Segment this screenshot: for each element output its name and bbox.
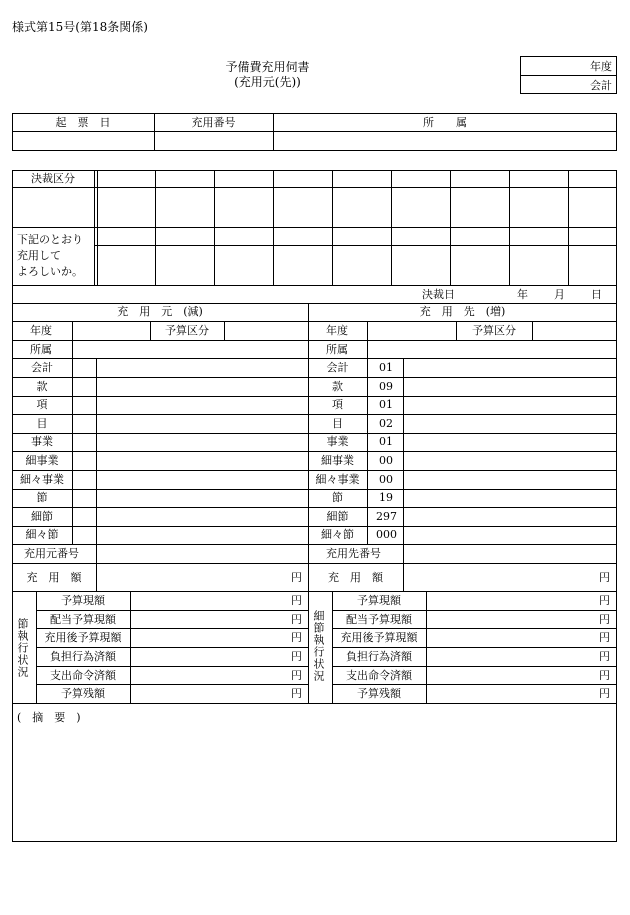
- dest-fiscal-year-label: 年度: [326, 324, 348, 337]
- source-fiscal-year-label: 年度: [30, 324, 52, 337]
- dest-row-code: 01: [379, 435, 393, 448]
- dest-status-yen: 円: [599, 613, 610, 626]
- dest-row-label: 会計: [326, 361, 349, 374]
- source-status-yen: 円: [291, 631, 302, 644]
- dest-row-label: 項: [332, 398, 343, 411]
- source-row-label: 節: [36, 491, 48, 504]
- form-number: 様式第15号(第18条関係): [12, 20, 148, 34]
- decision-month-label: 月: [554, 288, 565, 301]
- source-status-row: 予算現額: [61, 594, 105, 607]
- dest-row-label: 細節: [326, 510, 349, 523]
- dest-row-label: 細々事業: [315, 473, 360, 486]
- source-status-label: 節執行状況: [16, 618, 29, 678]
- dest-status-row: 支出命令済額: [346, 669, 412, 682]
- dest-row-code: 00: [379, 454, 393, 467]
- source-heading: 充 用 元 (減): [117, 305, 203, 318]
- source-row-label: 会計: [31, 361, 53, 374]
- dest-department-label: 所属: [326, 343, 348, 356]
- dest-budget-category-label: 予算区分: [472, 324, 516, 337]
- approval-note-line3: よろしいか。: [17, 265, 83, 278]
- dest-row-label: 事業: [326, 435, 349, 448]
- source-row-label: 項: [36, 398, 48, 411]
- source-row-label: 目: [36, 417, 48, 430]
- source-status-yen: 円: [291, 613, 302, 626]
- dest-row-label: 款: [332, 380, 343, 393]
- dest-status-row: 充用後予算現額: [340, 631, 418, 644]
- document-subtitle: (充用元(先)): [234, 75, 301, 89]
- dest-amount-yen: 円: [599, 571, 610, 584]
- decision-year-label: 年: [517, 288, 528, 301]
- source-status-yen: 円: [291, 594, 302, 607]
- fiscal-year-label: 年度: [590, 60, 612, 73]
- source-row-label: 細事業: [25, 454, 59, 467]
- dest-row-code: 19: [379, 491, 393, 504]
- source-row-label: 細々節: [25, 528, 59, 541]
- source-status-row: 予算残額: [61, 687, 105, 700]
- transfer-number-label: 充用番号: [191, 116, 236, 129]
- source-row-label: 事業: [31, 435, 53, 448]
- source-amount-yen: 円: [291, 571, 302, 584]
- source-status-yen: 円: [291, 669, 302, 682]
- dest-row-label: 細々節: [321, 528, 354, 541]
- account-label: 会計: [590, 79, 612, 92]
- dest-status-yen: 円: [599, 687, 610, 700]
- dest-status-row: 負担行為済額: [346, 650, 412, 663]
- dest-amount-label: 充 用 額: [328, 571, 383, 584]
- dest-row-code: 297: [376, 510, 397, 523]
- dest-row-code: 000: [376, 528, 397, 541]
- dest-row-code: 09: [379, 380, 393, 393]
- source-department-label: 所属: [30, 343, 52, 356]
- source-status-yen: 円: [291, 687, 302, 700]
- dest-row-label: 細事業: [321, 454, 354, 467]
- dest-status-row: 予算残額: [357, 687, 401, 700]
- dest-status-label: 細節執行状況: [312, 610, 325, 682]
- remarks-label: ( 摘 要 ): [17, 711, 81, 724]
- department-field[interactable]: [274, 132, 616, 150]
- dest-status-row: 配当予算現額: [346, 613, 412, 626]
- source-status-row: 負担行為済額: [50, 650, 116, 663]
- remarks-field[interactable]: [14, 728, 615, 840]
- source-row-label: 細々事業: [20, 473, 64, 486]
- dest-status-yen: 円: [599, 650, 610, 663]
- department-label: 所 属: [423, 116, 467, 129]
- dest-heading: 充 用 先 (増): [419, 305, 506, 318]
- dest-status-yen: 円: [599, 594, 610, 607]
- dest-number-label: 充用先番号: [326, 547, 381, 560]
- source-status-row: 配当予算現額: [50, 613, 116, 626]
- source-status-row: 支出命令済額: [50, 669, 116, 682]
- decision-day-label: 日: [591, 288, 602, 301]
- approval-note-line1: 下記のとおり: [17, 233, 83, 246]
- source-row-label: 款: [36, 380, 48, 393]
- draft-date-field[interactable]: [13, 132, 153, 150]
- source-amount-label: 充 用 額: [26, 571, 82, 584]
- dest-status-yen: 円: [599, 631, 610, 644]
- dest-row-code: 02: [379, 417, 393, 430]
- dest-row-code: 00: [379, 473, 393, 486]
- document-title: 予備費充用伺書: [225, 60, 310, 74]
- source-status-row: 充用後予算現額: [44, 631, 122, 644]
- decision-date-label: 決裁日: [422, 288, 455, 301]
- dest-row-label: 目: [332, 417, 343, 430]
- source-row-label: 細節: [31, 510, 53, 523]
- source-number-label: 充用元番号: [24, 547, 79, 560]
- approval-category-label: 決裁区分: [31, 172, 75, 185]
- source-budget-category-label: 予算区分: [165, 324, 209, 337]
- transfer-number-field[interactable]: [155, 132, 272, 150]
- source-status-yen: 円: [291, 650, 302, 663]
- dest-status-row: 予算現額: [357, 594, 401, 607]
- dest-status-yen: 円: [599, 669, 610, 682]
- draft-date-label: 起 票 日: [55, 116, 111, 129]
- dest-row-code: 01: [379, 361, 393, 374]
- dest-row-label: 節: [332, 491, 343, 504]
- dest-row-code: 01: [379, 398, 393, 411]
- approval-note-line2: 充用して: [17, 249, 61, 262]
